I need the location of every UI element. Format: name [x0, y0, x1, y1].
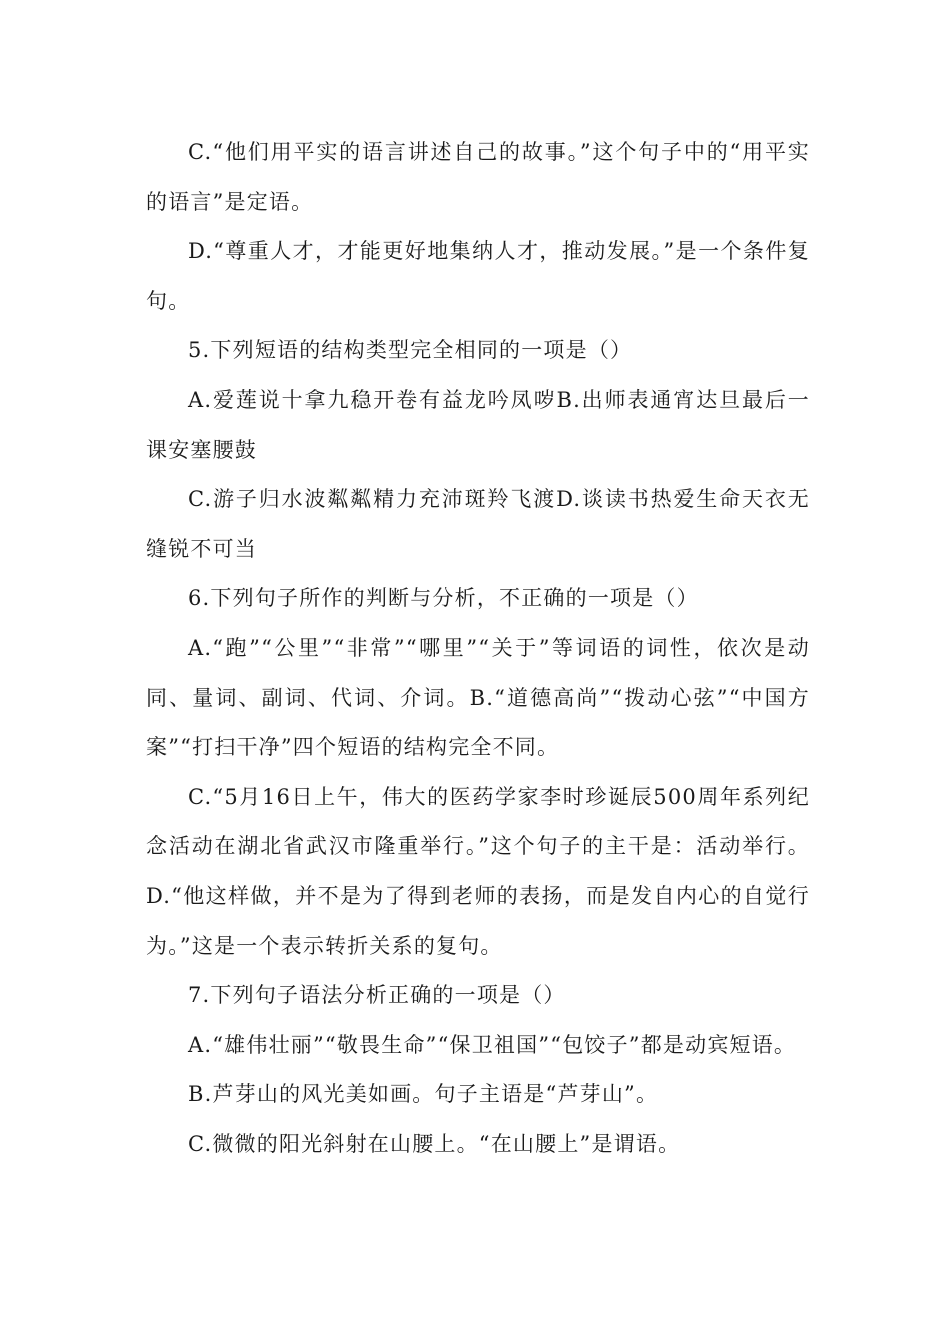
question-6-options-ab: A.“跑”“公里”“非常”“哪里”“关于”等词语的词性，依次是动同、量词、副词、代词、介词。B.“道德高尚”“拨动心弦”“中国方案”“打扫干净”四个短语的结构完全不同。: [146, 635, 810, 760]
question-7-option-c: C.微微的阳光斜射在山腰上。“在山腰上”是谓语。: [188, 1131, 681, 1156]
document-body: [146, 128, 810, 1169]
question-5-options-cd: C.游子归水波粼粼精力充沛斑羚飞渡D.谈读书热爱生命天衣无缝锐不可当: [146, 487, 810, 561]
question-7-option-b: B.芦芽山的风光美如画。句子主语是“芦芽山”。: [188, 1082, 659, 1107]
question-6-options-cd: C.“5月16日上午，伟大的医药学家李时珍诞辰500周年系列纪念活动在湖北省武汉市隆重举行。”这个句子的主干是：活动举行。D.“他这样做，并不是为了得到老师的表扬，而是发自内心的自觉行为。”这是一个表示转折关系的复句。: [146, 784, 810, 958]
question-5: 5.下列短语的结构类型完全相同的一项是（）: [188, 338, 633, 363]
question-5-options-ab: A.爱莲说十拿九稳开卷有益龙吟凤哕B.出师表通宵达旦最后一课安塞腰鼓: [146, 387, 810, 462]
paragraph-option-d: D.“尊重人才，才能更好地集纳人才，推动发展。”是一个条件复句。: [146, 239, 810, 313]
question-7-option-a: A.“雄伟壮丽”“敬畏生命”“保卫祖国”“包饺子”都是动宾短语。: [188, 1032, 797, 1057]
question-6: 6.下列句子所作的判断与分析，不正确的一项是（）: [188, 586, 699, 611]
paragraph-option-c: C.“他们用平实的语言讲述自己的故事。”这个句子中的“用平实的语言”是定语。: [146, 140, 810, 214]
question-7: 7.下列句子语法分析正确的一项是（）: [188, 983, 566, 1008]
